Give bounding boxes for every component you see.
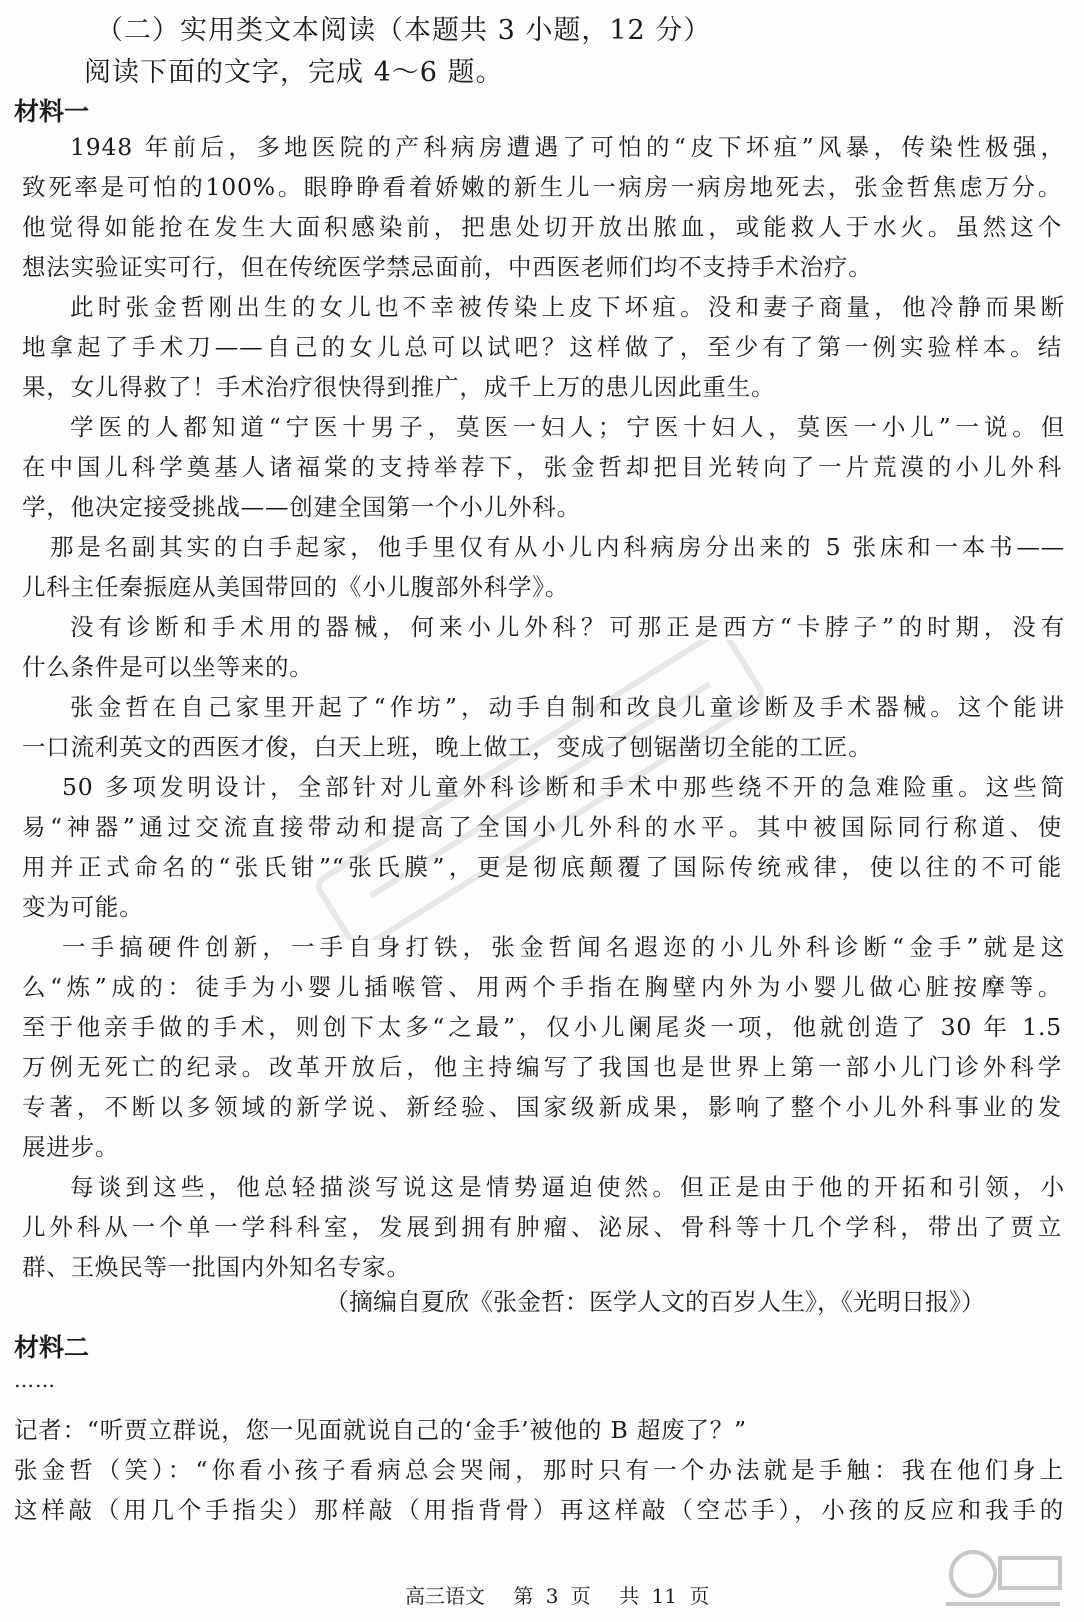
interview-line: 张金哲（笑）：“你看小孩子看病总会哭闹，那时只有一个办法就是手触：我在他们身上 — [14, 1456, 1064, 1484]
text-line: 地拿起了手术刀——自己的女儿总可以试吧？这样做了，至少有了第一例实验样本。结 — [22, 333, 1062, 361]
text-line: 群、王焕民等一批国内外知名专家。 — [22, 1253, 411, 1281]
text-line: 儿科主任秦振庭从美国带回的《小儿腹部外科学》。 — [22, 573, 570, 601]
text-line: 张金哲在自己家里开起了“作坊”，动手自制和改良儿童诊断及手术器械。这个能讲 — [70, 693, 1065, 721]
text-line: 在中国儿科学奠基人诸福棠的支持举荐下，张金哲却把目光转向了一片荒漠的小儿外科 — [22, 453, 1062, 481]
text-line: 那是名副其实的白手起家，他手里仅有从小儿内科病房分出来的 5 张床和一本书—— — [50, 533, 1065, 561]
text-line: 学，他决定接受挑战——创建全国第一个小儿外科。 — [22, 493, 581, 521]
text-line: 1948 年前后，多地医院的产科病房遭遇了可怕的“皮下坏疽”风暴，传染性极强， — [70, 133, 1065, 161]
text-line: 此时张金哲刚出生的女儿也不幸被传染上皮下坏疽。没和妻子商量，他冷静而果断 — [70, 293, 1065, 321]
material-two-heading: 材料二 — [14, 1333, 90, 1362]
material-one-source: （摘编自夏欣《张金哲：医学人文的百岁人生》，《光明日报》） — [325, 1288, 985, 1316]
text-line: 么“炼”成的：徒手为小婴儿插喉管、用两个手指在胸壁内外为小婴儿做心脏按摩等。 — [22, 973, 1062, 1001]
text-line: 果，女儿得救了！手术治疗很快得到推广，成千上万的患儿因此重生。 — [22, 373, 776, 401]
footer-page-number: 第 3 页 — [513, 1584, 591, 1608]
text-line: 一手搞硬件创新，一手自身打铁，张金哲闻名遐迩的小儿外科诊断“金手”就是这 — [62, 933, 1065, 961]
page-footer — [405, 1580, 725, 1609]
text-line: 学医的人都知道“宁医十男子，莫医一妇人；宁医十妇人，莫医一小儿”一说。但 — [70, 413, 1065, 441]
reading-instruction: 阅读下面的文字，完成 4～6 题。 — [84, 57, 504, 88]
text-line: 致死率是可怕的100%。眼睁睁看着娇嫩的新生儿一病房一病房地死去，张金哲焦虑万分。 — [22, 173, 1062, 201]
text-line: 儿外科从一个单一学科科室，发展到拥有肿瘤、泌尿、骨科等十几个学科，带出了贾立 — [22, 1213, 1062, 1241]
text-line: 想法实验证实可行，但在传统医学禁忌面前，中西医老师们均不支持手术治疗。 — [22, 253, 873, 281]
text-line: 至于他亲手做的手术，则创下太多“之最”，仅小儿阑尾炎一项，他就创造了 30 年 1.5 — [22, 1013, 1062, 1041]
footer-subject: 高三语文 — [405, 1584, 485, 1608]
footer-total-pages: 共 11 页 — [619, 1584, 710, 1608]
text-line: 专著，不断以多领域的新学说、新经验、国家级新成果，影响了整个小儿外科事业的发 — [22, 1093, 1062, 1121]
text-line: 没有诊断和手术用的器械，何来小儿外科？可那正是西方“卡脖子”的时期，没有 — [70, 613, 1065, 641]
text-line: 用并正式命名的“张氏钳”“张氏膜”，更是彻底颠覆了国际传统戒律，使以往的不可能 — [22, 853, 1062, 881]
interview-line: 记者：“听贾立群说，您一见面就说自己的‘金手’被他的 B 超废了？” — [14, 1416, 747, 1444]
text-line: 万例无死亡的纪录。改革开放后，他主持编写了我国也是世界上第一部小儿门诊外科学 — [22, 1053, 1062, 1081]
text-line: 他觉得如能抢在发生大面积感染前，把患处切开放出脓血，或能救人于水火。虽然这个 — [22, 213, 1062, 241]
corner-logo-graphic — [938, 1544, 1068, 1614]
text-line: 展进步。 — [22, 1133, 120, 1161]
interview-line: 这样敲（用几个手指尖）那样敲（用指背骨）再这样敲（空芯手），小孩的反应和我手的 — [14, 1496, 1064, 1524]
section-title: （二）实用类文本阅读（本题共 3 小题，12 分） — [96, 15, 712, 46]
text-line: 什么条件是可以坐等来的。 — [22, 653, 314, 681]
text-line: 易“神器”通过交流直接带动和提高了全国小儿外科的水平。其中被国际同行称道、使 — [22, 813, 1062, 841]
text-line: 变为可能。 — [22, 893, 144, 921]
omission-ellipsis: …… — [14, 1368, 56, 1392]
text-line: 每谈到这些，他总轻描淡写说这是情势逼迫使然。但正是由于他的开拓和引领，小 — [70, 1173, 1065, 1201]
material-one-heading: 材料一 — [14, 97, 90, 126]
text-line: 50 多项发明设计，全部针对儿童外科诊断和手术中那些绕不开的急难险重。这些简 — [62, 773, 1065, 801]
text-line: 一口流利英文的西医才俊，白天上班，晚上做工，变成了刨锯凿切全能的工匠。 — [22, 733, 873, 761]
